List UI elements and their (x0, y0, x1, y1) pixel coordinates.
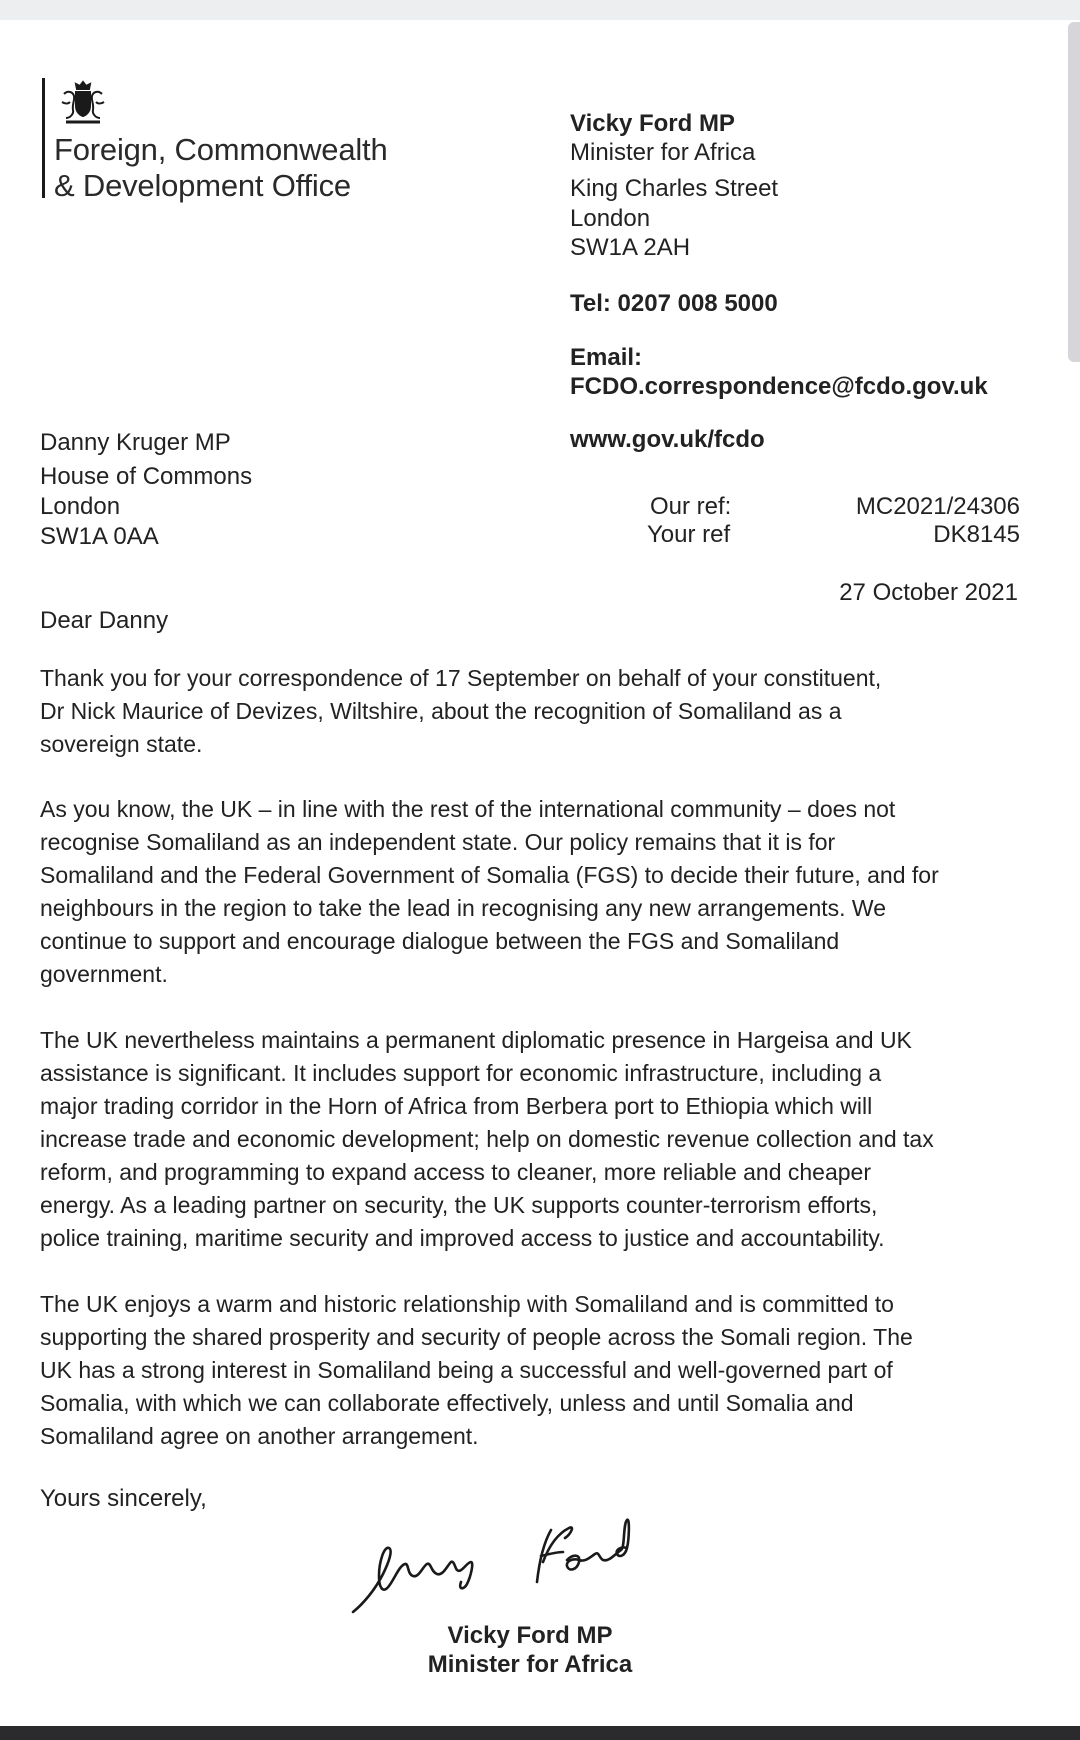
salutation: Dear Danny (40, 607, 169, 634)
sender-tel: Tel: 0207 008 5000 (570, 290, 778, 317)
paragraph-line: energy. As a leading partner on security, the UK supports counter-terrorism efforts, (40, 1192, 878, 1218)
paragraph-line: supporting the shared prosperity and security of people across the Somali region. The (40, 1324, 913, 1350)
letter-date: 27 October 2021 (839, 579, 1018, 606)
paragraph-line: government. (40, 961, 168, 987)
your-ref-value: DK8145 (933, 521, 1020, 548)
sender-name: Vicky Ford MP (570, 110, 735, 137)
recipient-postcode: SW1A 0AA (40, 523, 159, 550)
paragraph-4 (40, 1288, 1040, 1453)
paragraph-line: sovereign state. (40, 731, 203, 757)
sender-city: London (570, 205, 651, 232)
sender-website[interactable]: www.gov.uk/fcdo (570, 426, 765, 453)
paragraph-line: Somalia, with which we can collaborate effectively, unless and until Somalia and (40, 1390, 854, 1416)
paragraph-line: reform, and programming to expand access to cleaner, more reliable and cheaper (40, 1159, 872, 1185)
department-name (54, 132, 388, 204)
paragraph-line: The UK nevertheless maintains a permanent diplomatic presence in Hargeisa and UK (40, 1027, 912, 1053)
sender-title: Minister for Africa (570, 139, 756, 166)
paragraph-line: continue to support and encourage dialogue between the FGS and Somaliland (40, 928, 840, 954)
paragraph-1 (40, 662, 1040, 761)
paragraph-line: UK has a strong interest in Somaliland being a successful and well-governed part of (40, 1357, 893, 1383)
royal-coat-of-arms-icon (56, 80, 110, 128)
paragraph-line: Somaliland agree on another arrangement. (40, 1423, 479, 1449)
handwritten-signature (345, 1512, 665, 1622)
paragraph-line: Thank you for your correspondence of 17 September on behalf of your constituent, (40, 665, 882, 691)
paragraph-2 (40, 793, 1040, 991)
paragraph-line: increase trade and economic development; help on domestic revenue collection and tax (40, 1126, 934, 1152)
recipient-name: Danny Kruger MP (40, 429, 231, 456)
paragraph-line: As you know, the UK – in line with the rest of the international community – does not (40, 796, 896, 822)
paragraph-line: neighbours in the region to take the lead in recognising any new arrangements. We (40, 895, 886, 921)
paragraph-line: major trading corridor in the Horn of Africa from Berbera port to Ethiopia which will (40, 1093, 873, 1119)
sender-street: King Charles Street (570, 175, 779, 202)
recipient-block (40, 428, 252, 552)
paragraph-line: police training, maritime security and improved access to justice and accountability. (40, 1225, 885, 1251)
sender-postcode: SW1A 2AH (570, 234, 691, 261)
paragraph-3 (40, 1024, 1040, 1255)
recipient-org: House of Commons (40, 463, 253, 490)
sender-email[interactable]: FCDO.correspondence@fcdo.gov.uk (570, 373, 988, 400)
department-line-2: & Development Office (54, 168, 351, 203)
bottom-bar (0, 1726, 1080, 1740)
sender-email-label: Email: (570, 344, 643, 371)
paragraph-line: Somaliland and the Federal Government of Somalia (FGS) to decide their future, and for (40, 862, 939, 888)
our-ref-value: MC2021/24306 (855, 493, 1020, 520)
department-line-1: Foreign, Commonwealth (54, 132, 388, 167)
closing: Yours sincerely, (40, 1485, 207, 1512)
logo-rule (42, 78, 45, 198)
paragraph-line: assistance is significant. It includes support for economic infrastructure, including a (40, 1060, 882, 1086)
paragraph-line: Dr Nick Maurice of Devizes, Wiltshire, about the recognition of Somaliland as a (40, 698, 842, 724)
paragraph-line: The UK enjoys a warm and historic relationship with Somaliland and is committed to (40, 1291, 894, 1317)
signoff-name: Vicky Ford MP (447, 1622, 613, 1649)
paragraph-line: recognise Somaliland as an independent state. Our policy remains that it is for (40, 829, 836, 855)
your-ref-label: Your ref (647, 521, 731, 548)
signoff-title: Minister for Africa (427, 1651, 633, 1678)
our-ref-label: Our ref: (650, 493, 732, 520)
recipient-city: London (40, 493, 121, 520)
